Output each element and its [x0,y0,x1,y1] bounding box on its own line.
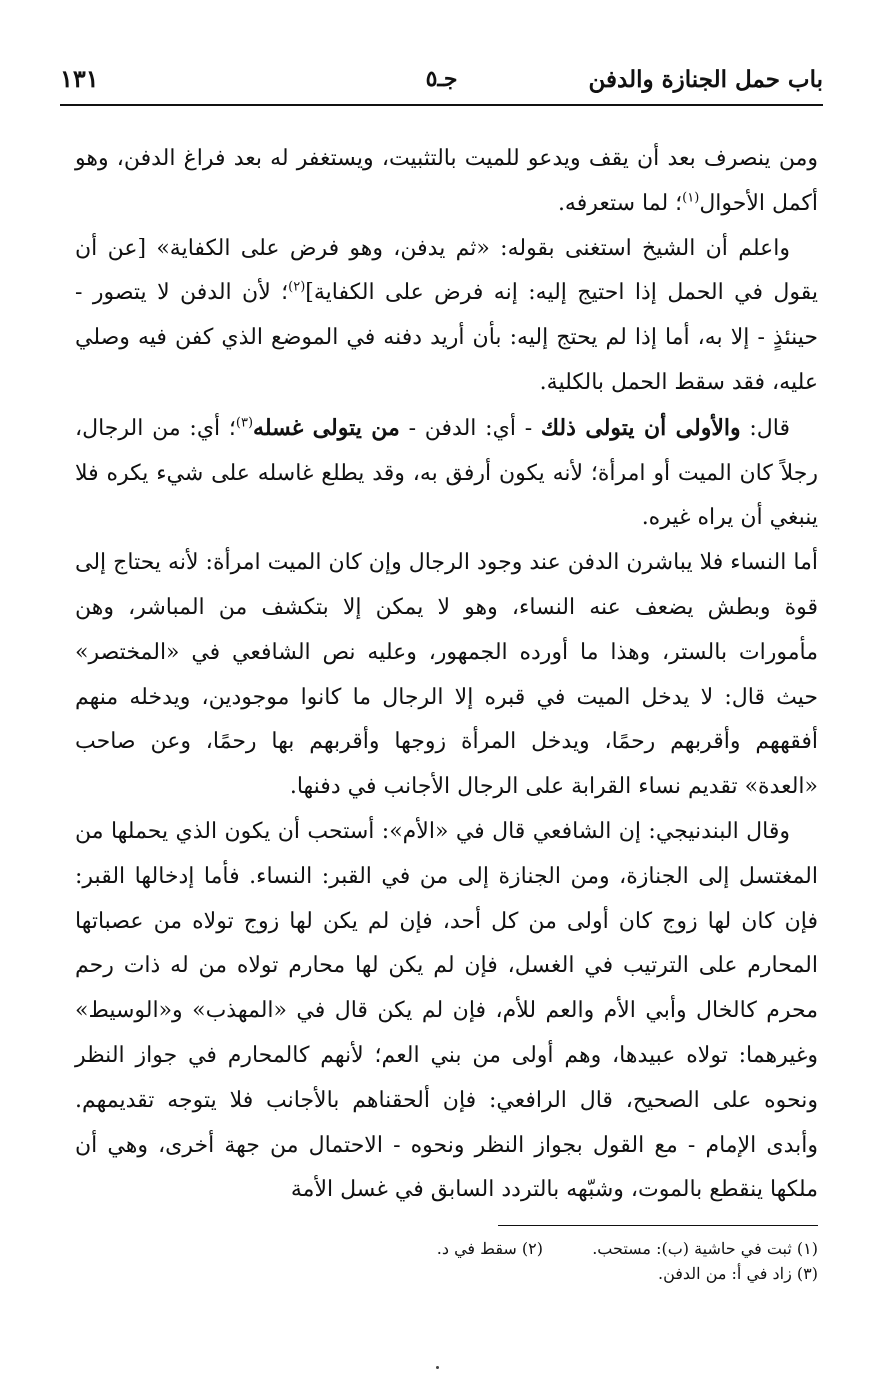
p5-text: وقال البندنيجي: إن الشافعي قال في «الأم»: أستحب أن يكون الذي يحملها من المغتسل إلى الجنازة، ومن الجنازة إلى من في القبر: النساء. فأما إدخالها القبر: فإن كان لها زوج كان أولى من كل أحد، فإن لم يكن لها زوج تولاه من عصباتها المحارم على الترتيب في الغسل، فإن لم يكن لها محارم تولاه من له ذات رحم محرم كالخال وأبي الأم والعم للأم، فإن لم يكن قال في «المهذب» و«الوسيط» وغيرهما: تولاه عبيدها، وهم أولى من بني العم؛ لأنهم كالمحارم في جواز النظر ونحوه على الصحيح، قال الرافعي: فإن ألحقناهم بالأجانب فلا يتوجه تقديمهم. وأبدى الإمام - مع القول بجواز النظر ونحوه - الاحتمال من جهة أخرى، وهي أن ملكها ينقطع بالموت، وشبّهه بالتردد السابق في غسل الأمة [75,818,818,1203]
p2-text-b: ؛ لأن الدفن لا يتصور - حينئذٍ - إلا به، أما إذا لم يحتج إليه: بأن أريد دفنه في الموضع الذي كفن فيه وصلي عليه، فقد سقط الحمل بالكلية. [75,280,818,395]
p3-bold-a: والأولى أن يتولى ذلك [540,414,741,441]
p3-bold-b: من يتولى غسله [253,414,400,441]
p2-text-a: واعلم أن الشيخ استغنى بقوله: «ثم يدفن، وهو فرض على الكفاية» [عن أن يقول في الحمل إذا احتيج إليه: إنه فرض على الكفاية] [75,235,818,306]
p4-text: أما النساء فلا يباشرن الدفن عند وجود الرجال وإن كان الميت امرأة: لأنه يحتاج إلى قوة وبطش يضعف عنه النساء، وهو لا يمكن إلا بتكشف من المباشر، وهن مأمورات بالستر، وهذا ما أورده الجمهور، وعليه نص الشافعي في «المختصر» حيث قال: لا يدخل الميت في قبره إلا الرجال ما كانوا موجودين، ويدخله منهم أفقههم وأقربهم رحمًا، ويدخل المرأة زوجها وأقربهم بها رحمًا، وعن صاحب «العدة» تقديم نساء القرابة على الرجال الأجانب في دفنها. [75,550,818,800]
main-text [75,137,818,1213]
p3-text-c: ؛ أي: من الرجال، رجلاً كان الميت أو امرأة؛ لأنه يكون أرفق به، وقد يطلع غاسله على شيء يكره فلا ينبغي أن يراه غيره. [75,415,818,531]
footnote-ref-2: (٢) [288,280,306,296]
paragraph-1 [75,137,818,227]
footnote-divider [498,1225,818,1226]
footnote-2: (٢) سقط في د. [436,1239,543,1258]
footnote-1: (١) ثبت في حاشية (ب): مستحب. [592,1239,818,1258]
footnote-ref-1: (١) [682,190,700,206]
paragraph-2 [75,227,818,406]
footnote-row [300,1261,818,1286]
paragraph-4 [75,541,818,810]
footnotes [300,1236,818,1286]
footnote-3: (٣) زاد في أ: من الدفن. [657,1264,818,1283]
footnote-row [300,1236,818,1261]
page-number: ١٣١ [60,64,99,93]
chapter-title: باب حمل الجنازة والدفن [588,66,823,93]
print-speck [436,1366,439,1369]
p1-text-b: ؛ لما ستعرفه. [557,190,683,216]
p1-text-a: ومن ينصرف بعد أن يقف ويدعو للميت بالتثبيت، ويستغفر له بعد فراغ الدفن، وهو أكمل الأحوال [75,146,818,216]
running-header [60,62,823,102]
p3-text-b: - أي: الدفن - [399,415,541,441]
paragraph-3 [75,406,818,541]
header-divider [60,104,823,106]
volume-marker: جـ٥ [425,66,458,92]
paragraph-5 [75,810,818,1213]
footnote-ref-3: (٣) [235,415,254,431]
p3-text-a: قال: [740,415,790,441]
